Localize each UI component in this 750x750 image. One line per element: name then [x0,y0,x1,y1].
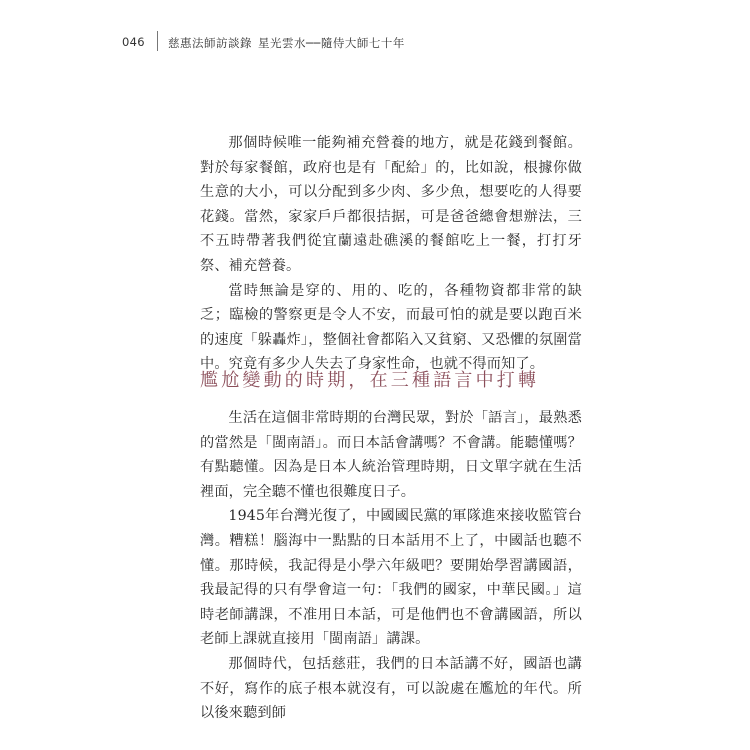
paragraph: 那個時候唯一能夠補充營養的地方，就是花錢到餐館。對於每家餐館，政府也是有「配給」的，比如說，根據你做生意的大小，可以分配到多少肉、多少魚，想要吃的人得要花錢。當然，家家戶戶都很拮据，可是爸爸總會想辦法，三不五時帶著我們從宜蘭遠赴礁溪的餐館吃上一餐，打打牙祭、補充營養。 [200,135,582,274]
chapter-title: 星光雲水──隨侍大師七十年 [258,36,405,50]
paragraph: 那個時代，包括慈莊，我們的日本話講不好，國語也講不好，寫作的底子根本就沒有，可以說處在尷尬的年代。所以後來聽到師 [200,655,582,722]
book-title: 慈惠法師訪談錄 [168,36,252,50]
text-block-2 [200,406,582,726]
text-block-1 [200,131,582,377]
paragraph: 生活在這個非常時期的台灣民眾，對於「語言」，最熟悉的當然是「閩南語」。而日本話會講嗎？不會講。能聽懂嗎？有點聽懂。因為是日本人統治管理時期，日文單字就在生活裡面，完全聽不懂也很難度日子。 [200,410,582,500]
running-header [122,31,642,51]
header-divider [157,31,158,51]
paragraph: 當時無論是穿的、用的、吃的，各種物資都非常的缺乏；臨檢的警察更是令人不安，而最可怕的就是要以跑百米的速度「躲轟炸」，整個社會都陷入又貧窮、又恐懼的氛圍當中。究竟有多少人失去了身家性命，也就不得而知了。 [200,282,582,373]
paragraph: 1945年台灣光復了，中國國民黨的軍隊進來接收監管台灣。糟糕！腦海中一點點的日本話用不上了，中國話也聽不懂。那時候，我記得是小學六年級吧？要開始學習講國語，我最記得的只有學會這一句：「我們的國家，中華民國。」這時老師講課，不准用日本話，可是他們也不會講國語，所以老師上課就直接用「閩南語」講課。 [200,508,582,648]
page-number: 046 [122,35,145,49]
section-heading: 尷尬變動的時期，在三種語言中打轉 [200,370,540,391]
